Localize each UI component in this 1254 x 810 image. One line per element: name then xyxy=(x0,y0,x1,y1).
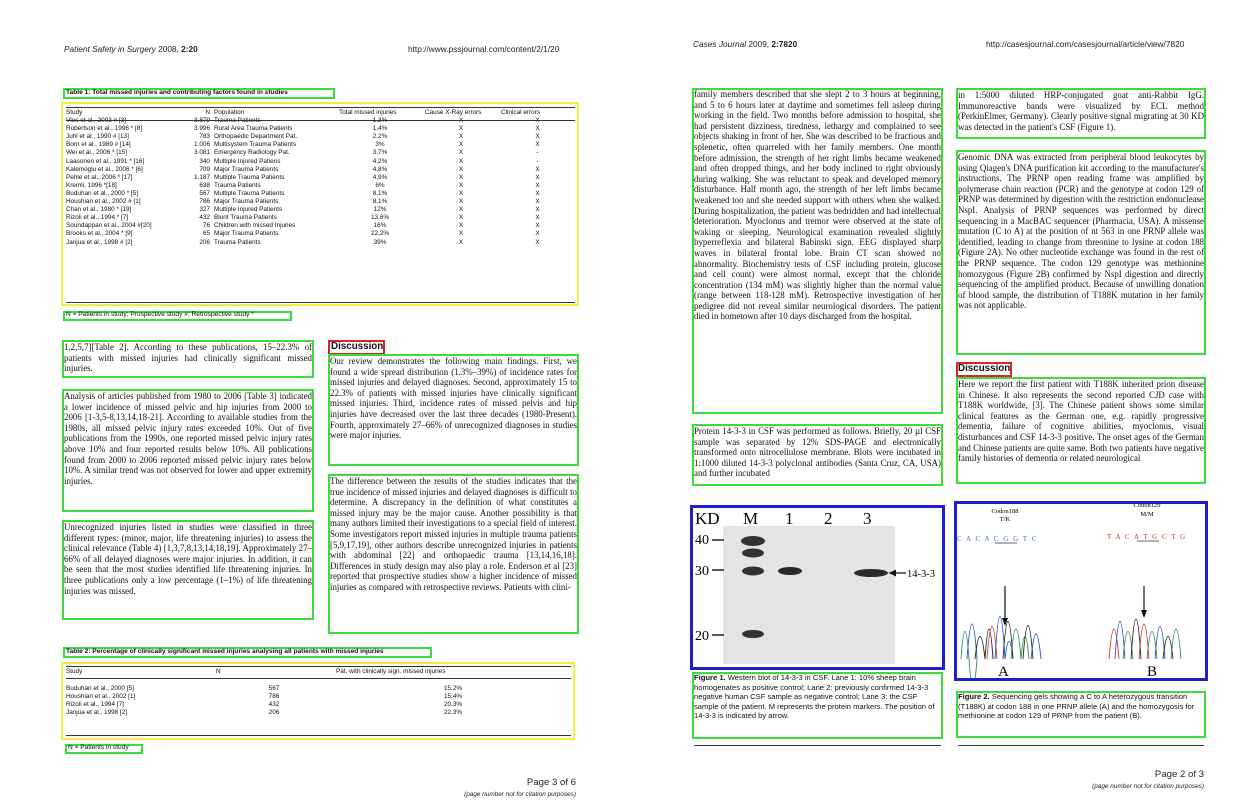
table1-cell: X xyxy=(458,157,464,165)
right-page-note: (page number not for citation purposes) xyxy=(1092,783,1204,790)
table1-row xyxy=(64,158,576,166)
table1-row xyxy=(64,117,576,125)
table1-row xyxy=(64,174,576,182)
table2-cell: Buduhan et al., 2000 [5] xyxy=(66,685,134,693)
table1-cell: Emergency Radiology Pat. xyxy=(214,149,290,157)
table2-cell: 15.2% xyxy=(443,685,463,693)
table1-cell: Kremli, 1996 *[18] xyxy=(66,181,117,189)
table1-cell: X xyxy=(535,198,540,206)
right-col2-para3: Here we report the first patient with T188K inherited prion disease in Chinese. It also represents the second reported CJD case with T188K worldwide, [3]. The Chinese patient shows some similar clinical features as the German one, e.g. rapidly progressive dementia, failure of cognitive abilities, myoclonus, visual disturbances and CSF 14-3-3 positive. The onset ages of the German and Chinese patients are quite same. Both two patients have negative family histories of dementia or related neurological xyxy=(958,379,1204,464)
table1-cell: 327 xyxy=(199,206,210,214)
blot-lane-m: M xyxy=(743,509,759,528)
left-discussion-heading: Discussion xyxy=(331,341,384,352)
left-page-note: (page number not for citation purposes) xyxy=(464,791,576,798)
blot-marker-40: 40 xyxy=(695,533,709,548)
table1-row xyxy=(64,141,576,149)
blot-lane-kd: KD xyxy=(695,509,720,528)
table1-cell: 8,1% xyxy=(372,189,388,197)
table1-header-row xyxy=(64,109,576,117)
table2-header-row xyxy=(64,668,572,676)
marker-band-3 xyxy=(742,567,764,576)
seq-b-codon: Codon129 xyxy=(1133,504,1161,509)
table1-top-rule xyxy=(66,107,575,108)
table1-cell: Brooks et al., 2004 * [9] xyxy=(66,230,133,238)
table1-cell: Multiple Injured Patiens xyxy=(214,157,281,165)
table1-cell: 709 xyxy=(199,165,210,173)
table1-header-rule xyxy=(66,120,575,121)
table2-cell: 22.3% xyxy=(443,709,463,717)
table1-row xyxy=(64,239,576,247)
table1-cell: - xyxy=(536,149,539,157)
table1-cell: 206 xyxy=(199,238,210,246)
figure2-rule xyxy=(958,745,1204,746)
table1-cell: X xyxy=(458,181,464,189)
table2-cell: Houshian et al., 2002 [1] xyxy=(66,693,136,701)
marker-band-2 xyxy=(742,549,764,558)
figure2-caption-text: Sequencing gels showing a C to A heterozygous transition (T188K) at codon 188 in one PRNP allele (A) and the homozygosis for methionine at codon 129 of PRNP from the patient (B). xyxy=(958,692,1195,721)
table1-cell: Multiple Trauma Patients xyxy=(214,189,285,197)
table1-cell xyxy=(423,117,499,125)
table1-cell: Multisystem Trauma Patients xyxy=(214,141,297,149)
table1-row xyxy=(64,125,576,133)
right-col1-para1: family members described that she slept 2 to 3 hours at beginning, and 5 to 6 hours later at daytime and sometimes fell asleep during working in the field. Two months before admission to hospital, she had persistent dizziness, tiredness, lethargy and complained to see objects shaking in front of her. She was described to be fractious and splenetic, often quarreled with her family members. One month before admission, the strength of her right limbs became weakened and often dropped things, and her body inclined to right obviously during walking. She was reluctant to speak and developed memory disturbance. Half month ago, the strength of her left limbs became weakened too and she needed support with others when she walked. During hospitalization, the patient was bedridden and had intellectual deterioration. Myoclonus and tremor were observed at the state of waking or sleeping. Neurological examination revealed slightly hyperreflexia and bilateral Babinski sign. EEG displayed sharp waves in bilateral frontal lobe. Brain CT scan showed no abnormality. Biochemistry tests of CSF including protein, glucose and cell count) were almost normal, except that the chloride concentration (134 mM) was slightly higher than the normal value (range between 118-128 mM). Retrospective investigation of her pedigree did not reveal similar neurological disorders. The patient died in hometown after 10 days discharged from the hospital. xyxy=(694,89,941,322)
table2-row xyxy=(64,693,572,701)
right-discussion-heading: Discussion xyxy=(958,363,1011,374)
table1-body xyxy=(64,117,576,247)
left-col2-para2: The difference between the results of the studies indicates that the true incidence of missed injuries and delayed diagnoses is difficult to determine. A discrepancy in the definition of what constitutes a missed injury may be the major cause. Another possibility is that many authors limited their investigations to a special field of interest. Some investigators report missed injuries in multiple trauma patients [5,9,17,19], other authors describe unrecognized injuries in patients with abdominal [22] and orthopaedic trauma [13,14,16,18]. Differences in study design may also play a role. Enderson et al [23] reported that prospective studies show a higher incidence of missed injuries as compared with retrospective reviews. Patients with clini- xyxy=(330,476,577,592)
table1-cell: 22,2% xyxy=(370,230,390,238)
table1-cell: X xyxy=(535,206,540,214)
table2-cell: 20.3% xyxy=(443,701,463,709)
left-journal-volume: 2:20 xyxy=(181,44,198,54)
table1-row xyxy=(64,166,576,174)
table1-cell: 12% xyxy=(373,206,387,214)
figure2-sequencing xyxy=(957,504,1205,678)
table1-cell xyxy=(337,117,423,125)
table1-cell: Multiple Injured Patients xyxy=(214,206,283,214)
table1-cell: X xyxy=(458,214,464,222)
right-journal-volume: 2:7820 xyxy=(771,39,798,49)
table1-cell: X xyxy=(458,198,464,206)
table1-col-clinical: Clinical errors xyxy=(501,109,541,116)
table1-cell: Blunt Trauma Patients xyxy=(214,214,277,222)
blot-lane-3: 3 xyxy=(863,509,872,528)
right-col2-para1: in 1:5000 diluted HRP-conjugated goat anti-Rabbit IgG. Immunoreactive bands were visualized by ECL method (PerkinElmer, Germany). Clearly positive signal migrating at 30 KD was detected in the patient's CSF (Figure 1). xyxy=(958,90,1204,132)
table1-cell: Soundappan et al., 2004 #[20] xyxy=(66,222,152,230)
table1-cell: X xyxy=(535,173,540,181)
table1-cell xyxy=(64,117,190,125)
table1-cell: 432 xyxy=(199,214,210,222)
table1-row xyxy=(64,230,576,238)
figure2-caption-label: Figure 2. xyxy=(958,692,990,701)
left-col2-para1: Our review demonstrates the following main findings. First, we found a wide spread distribution (1.3%–39%) of incidence rates for missed injuries and delayed diagnoses. Second, approximately 15 to 22.3% of patients with missed injuries have clinically significant missed injuries. Third, incidence rates of missed pelvis and hip injuries have decreased over the last three decades (1980-Present). Fourth, approximately 27–66% of unrecognized diagnoses in studies were major injuries. xyxy=(330,356,577,441)
table1-cell: 3% xyxy=(375,141,385,149)
blot-membrane xyxy=(723,526,895,664)
table1-cell: X xyxy=(535,238,540,246)
table1-cell: Multiple Trauma Patients xyxy=(214,173,285,181)
lane3-band xyxy=(854,569,888,577)
table1-cell: X xyxy=(535,181,540,189)
figure1-caption xyxy=(694,673,941,737)
table1-col-xray: Cause X-Ray errors xyxy=(425,109,482,116)
right-page-number: Page 2 of 3 xyxy=(1154,769,1204,780)
table1-cell: 786 xyxy=(199,198,210,206)
marker-band-4 xyxy=(742,630,764,638)
table2-cell: Rizoli et al., 1994 [7] xyxy=(66,701,124,709)
table2-row xyxy=(64,685,572,693)
table1-cell: Laasonen et al., 1991 * [16] xyxy=(66,157,145,165)
table1 xyxy=(64,109,576,247)
table1-cell: Buduhan et al., 2000 * [5] xyxy=(66,189,139,197)
seq-a-sequence: C A C A C G G T C xyxy=(957,535,1038,543)
table1-cell: X xyxy=(535,189,540,197)
table1-cell: Juhl et al., 1990 # [13] xyxy=(66,133,129,141)
table1-cell: X xyxy=(535,125,540,133)
table1-cell: X xyxy=(458,222,464,230)
left-col1-para3: Unrecognized injuries listed in studies were classified in three different types: (minor, major, life threatening injuries) to assess the clinical relevance (Table 4) [1,3,7,8,13,14,18,19]. Approximately 27–66% of all delayed diagnoses were major injuries. In addition, it can be seen that the most studies identified life threatening injuries. In three publications only a low percentage (1–1%) of life threatening injuries was missed. xyxy=(64,522,312,596)
table2-cell: Janjua et al., 1998 [2] xyxy=(66,709,128,717)
blot-marker-30: 30 xyxy=(695,564,709,579)
table1-cell: Kalemoglu et al., 2006 * [6] xyxy=(66,165,143,173)
table1-caption: Table 1: Total missed injuries and contributing factors found in studies xyxy=(66,89,288,96)
seq-b-arrow-head xyxy=(1141,610,1147,618)
table2-cell: 432 xyxy=(268,701,280,709)
table1-cell: X xyxy=(535,214,540,222)
table2-cell: 567 xyxy=(268,685,280,693)
table1-cell: X xyxy=(458,238,464,246)
table2-top-rule xyxy=(66,666,571,667)
table1-cell: 6% xyxy=(375,181,385,189)
table1-cell: X xyxy=(458,133,464,141)
table1-cell: Janjua et al., 1998 # [2] xyxy=(66,238,133,246)
table1-cell: 76 xyxy=(202,222,210,230)
table1-cell: X xyxy=(535,133,540,141)
table1-col-n: N xyxy=(205,109,210,116)
table1-cell: X xyxy=(458,149,464,157)
seq-b-traces xyxy=(1109,619,1181,659)
blot-band-label: 14-3-3 xyxy=(907,569,935,580)
table1-bottom-rule xyxy=(66,302,575,303)
table1-cell: X xyxy=(458,206,464,214)
table2-row xyxy=(64,709,572,717)
table2-cell: 786 xyxy=(268,693,280,701)
figure1-western-blot xyxy=(693,508,942,667)
table1-cell: X xyxy=(458,141,464,149)
blot-marker-20: 20 xyxy=(695,629,709,644)
right-header-citation xyxy=(693,39,797,49)
seq-b-genotype: M/M xyxy=(1140,511,1154,518)
table1-cell: Rural Area Trauma Patients xyxy=(214,125,293,133)
seq-b-sequence: T A C A T G C T G xyxy=(1107,533,1187,541)
table1-cell: Major Trauma Patients xyxy=(214,230,279,238)
table2-row xyxy=(64,701,572,709)
table1-cell: 1.006 xyxy=(194,141,210,149)
table1-cell xyxy=(190,117,212,125)
figure1-caption-text: Western blot of 14-3-3 in CSF. Lane 1: 10% sheep brain homogenates as positive control; Lane 2: previously confirmed 14-3-3 negative human CSF sample as negative control; Lane 3: the CSF sample of the patient. M represents the protein markers. The position of 14-3-3 is indicated by arrow. xyxy=(694,673,935,721)
table1-cell: Trauma Patients xyxy=(214,181,261,189)
table1-cell: 638 xyxy=(199,181,210,189)
table1-cell: Trauma Patients xyxy=(214,238,261,246)
table1-cell: 1,4% xyxy=(372,125,388,133)
table2-body xyxy=(64,685,572,717)
table2-col-n: N xyxy=(216,668,221,675)
table2-bottom-rule xyxy=(66,735,571,736)
table2 xyxy=(64,668,572,717)
table1-cell: - xyxy=(536,157,539,165)
left-page-number: Page 3 of 6 xyxy=(526,777,576,788)
table1-cell: X xyxy=(458,165,464,173)
figure1-caption-label: Figure 1. xyxy=(694,673,726,682)
table1-cell: 4,8% xyxy=(372,165,388,173)
table1-cell: 8,1% xyxy=(372,198,388,206)
table1-row xyxy=(64,149,576,157)
table1-cell: Children with missed Injuries xyxy=(214,222,296,230)
table1-row xyxy=(64,198,576,206)
blot-lane-1: 1 xyxy=(785,509,794,528)
table1-cell: 2,2% xyxy=(372,133,388,141)
table1-cell: 783 xyxy=(199,133,210,141)
table1-cell: 3.996 xyxy=(194,125,210,133)
left-journal-name: Patient Safety in Surgery xyxy=(64,44,156,54)
seq-panel-b: B xyxy=(1147,664,1158,678)
table1-cell: X xyxy=(458,173,464,181)
seq-panel-a: A xyxy=(998,664,1009,678)
right-journal-name: Cases Journal xyxy=(693,39,747,49)
table1-cell: 340 xyxy=(199,157,210,165)
table1-col-study: Study xyxy=(66,109,83,116)
blot-lane-2: 2 xyxy=(824,509,833,528)
table1-col-population: Population xyxy=(214,109,245,116)
table1-cell: 4,2% xyxy=(372,157,388,165)
table1-cell xyxy=(212,117,337,125)
table1-cell: Born et al., 1989 # [14] xyxy=(66,141,131,149)
table1-cell: 4,9% xyxy=(372,173,388,181)
table1-row xyxy=(64,214,576,222)
left-header-url[interactable]: http://www.pssjournal.com/content/2/1/20 xyxy=(408,44,560,54)
table2-col-pct: Pat. with clinically sign. missed injuries xyxy=(336,668,446,675)
table1-cell: 3,7% xyxy=(372,149,388,157)
table1-cell: X xyxy=(535,230,540,238)
table1-cell: 13,6% xyxy=(370,214,390,222)
right-col1-para2: Protein 14-3-3 in CSF was performed as follows. Briefly, 20 µl CSF sample was separated by 12% SDS-PAGE and electronically transformed onto nitrocellulose membrane. Blots were incubated in 1:1000 diluted 14-3-3 polyclonal antibodies (Santa Cruz, CA, USA) and further incubated xyxy=(694,426,941,479)
table1-cell: X xyxy=(458,230,464,238)
table1-cell: Houshian et al., 2002 # [1] xyxy=(66,198,141,206)
table1-cell: 3.081 xyxy=(194,149,210,157)
table1-cell xyxy=(499,117,576,125)
table2-col-study: Study xyxy=(66,668,83,675)
table1-cell: X xyxy=(535,222,540,230)
right-header-url[interactable]: http://casesjournal.com/casesjournal/article/view/7820 xyxy=(986,39,1185,49)
table2-caption: Table 2: Percentage of clinically significant missed injuries analysing all patients with missed injuries xyxy=(66,648,384,655)
table1-row xyxy=(64,206,576,214)
figure1-rule xyxy=(694,745,941,746)
table1-row xyxy=(64,133,576,141)
left-header-citation xyxy=(64,44,198,54)
table1-cell: X xyxy=(535,165,540,173)
table1-cell: 16% xyxy=(373,222,387,230)
seq-a-genotype: T/K xyxy=(999,516,1011,523)
table1-cell: 65 xyxy=(202,230,210,238)
right-journal-year: 2009, xyxy=(746,39,772,49)
marker-band-1 xyxy=(741,536,765,546)
table1-note: N = Patients in study; Prospective study #; Retrospective study * xyxy=(66,311,254,318)
table1-cell: 1.187 xyxy=(194,173,210,181)
table1-cell: Orthopaedic Department Pat. xyxy=(214,133,298,141)
table1-cell: 39% xyxy=(373,238,387,246)
table2-cell: 15.4% xyxy=(443,693,463,701)
table1-cell: Rizoli et al., 1994 * [7] xyxy=(66,214,129,222)
table1-cell: Major Trauma Patients xyxy=(214,198,279,206)
table1-cell: X xyxy=(458,125,464,133)
figure2-caption xyxy=(958,692,1204,736)
table1-col-total: Total missed injuries xyxy=(339,109,397,116)
table1-cell: 567 xyxy=(199,189,210,197)
table1-row xyxy=(64,222,576,230)
table1-cell: X xyxy=(458,189,464,197)
seq-a-codon: Codon188 xyxy=(991,508,1019,515)
table1-cell: Pehle et al., 2006 * [17] xyxy=(66,173,133,181)
left-col1-para1: 1,2,5,7][Table 2]. According to these publications, 15–22.3% of patients with missed injuries had clinically significant missed injuries. xyxy=(64,342,312,374)
table1-cell: Chan et al., 1980 * [19] xyxy=(66,206,132,214)
table1-cell: Major Trauma Patients xyxy=(214,165,279,173)
lane1-band xyxy=(778,567,802,575)
table1-cell: Wei et al., 2006 * [15] xyxy=(66,149,127,157)
table1-cell: X xyxy=(535,141,540,149)
table1-row xyxy=(64,182,576,190)
table1-row xyxy=(64,190,576,198)
right-col2-para2: Genomic DNA was extracted from peripheral blood leukocytes by using Qiagen's DNA purification kit according to the manufacturer's instructions. The PRNP open reading frame was amplified by polymerase chain reaction (PCR) and the genotype at codon 129 of PRNP was determined by digestion with the restriction endonuclease NspI. Analysis of PRNP sequences was performed by direct sequencing in a MacBAC sequencer (Pharmacia, USA). A missense mutation (C to A) at the position of nt 563 in one PRNP allele was identified, leading to change from threonine to lysine at codon 188 (Figure 2A). No other nucleotide exchange was found in the rest of the PRNP sequence. The codon 129 genotype was methionine homozygous (Figure 2B) confirmed by NspI digestion and directly sequencing of the amplified product. Because of unwilling donation of blood sample, the distribution of T188K mutation in her family was not applicable. xyxy=(958,152,1204,311)
left-journal-year: 2008, xyxy=(155,44,182,54)
table2-note: N = Patients in study xyxy=(68,744,129,751)
table1-cell: Robertson et al., 1996 * [8] xyxy=(66,125,143,133)
left-col1-para2: Analysis of articles published from 1980 to 2006 [Table 3] indicated a lower incidence of missed pelvic and hip injuries from 2000 to 2006 [1-3,5-8,13,14,18-21]. According to available studies from the 1980s, all missed pelvic injury rates exceeded 10%. Out of five publications from the 1990s, one reported missed pelvic injury rates above 10% and four reported results below 10%. All publications found from 2000 to 2006 reported missed pelvic injury rates below 10%. A similar trend was not observed for lower and upper extremity injuries. xyxy=(64,391,312,486)
table2-cell: 206 xyxy=(268,709,280,717)
table2-header-rule xyxy=(66,678,571,679)
